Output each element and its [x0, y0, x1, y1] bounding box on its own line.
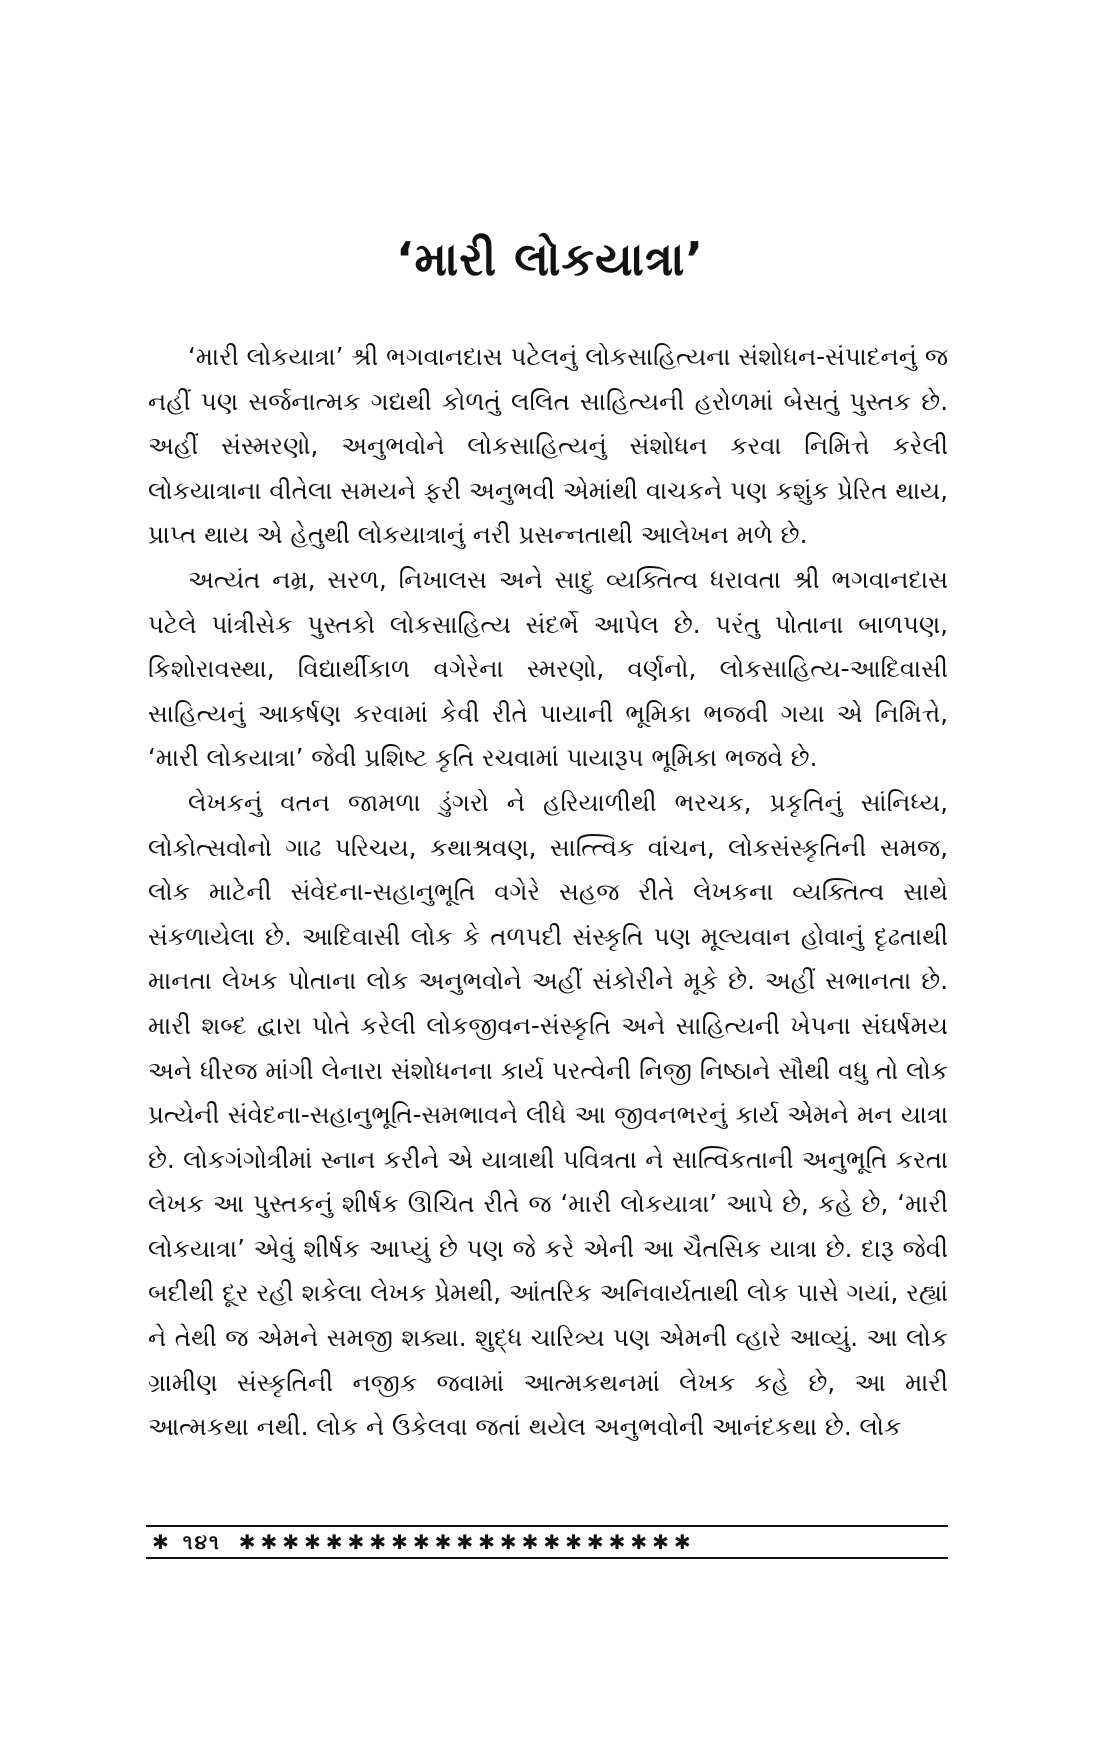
footer-star-border: ✱✱✱✱✱✱✱✱✱✱✱✱✱✱✱✱✱✱✱✱✱ — [238, 1530, 696, 1554]
page-number: ૧૪૧ — [182, 1530, 221, 1554]
chapter-body — [148, 335, 948, 1450]
page-footer — [146, 1525, 948, 1559]
paragraph-1: ‘મારી લોકયાત્રા’ શ્રી ભગવાનદાસ પટેલનું લોકસાહિત્યના સંશોધન-સંપાદનનું જ નહીં પણ સર્જનાત્મક ગદ્યથી કોળતું લલિત સાહિત્યની હરોળમાં બેસતું પુસ્તક છે. અહીં સંસ્મરણો, અનુભવોને લોકસાહિત્યનું સંશોધન કરવા નિમિત્તે કરેલી લોકયાત્રાના વીતેલા સમયને ફરી અનુભવી એમાંથી વાચકને પણ કશુંક પ્રેરિત થાય, પ્રાપ્ત થાય એ હેતુથી લોકયાત્રાનું નરી પ્રસન્નતાથી આલેખન મળે છે. — [148, 342, 948, 550]
paragraph-3: લેખકનું વતન જામળા ડુંગરો ને હરિયાળીથી ભરચક, પ્રકૃતિનું સાંનિધ્ય, લોકોત્સવોનો ગાઢ પરિચય, કથાશ્રવણ, સાત્ત્વિક વાંચન, લોકસંસ્કૃતિની સમજ, લોક માટેની સંવેદના-સહાનુભૂતિ વગેરે સહજ રીતે લેખકના વ્યક્તિત્વ સાથે સંકળાયેલા છે. આદિવાસી લોક કે તળપદી સંસ્કૃતિ પણ મૂલ્યવાન હોવાનું દૃઢતાથી માનતા લેખક પોતાના લોક અનુભવોને અહીં સંકોરીને મૂકે છે. અહીં સભાનતા છે. મારી શબ્દ દ્વારા પોતે કરેલી લોકજીવન-સંસ્કૃતિ અને સાહિત્યની ખેપના સંઘર્ષમય અને ધીરજ માંગી લેનારા સંશોધનના કાર્ય પરત્વેની નિજી નિષ્ઠાને સૌથી વધુ તો લોક પ્રત્યેની સંવેદના-સહાનુભૂતિ-સમભાવને લીધે આ જીવનભરનું કાર્ય એમને મન યાત્રા છે. લોકગંગોત્રીમાં સ્નાન કરીને એ યાત્રાથી પવિત્રતા ને સાત્વિકતાની અનુભૂતિ કરતા લેખક આ પુસ્તકનું શીર્ષક ઊચિત રીતે જ ‘મારી લોકયાત્રા’ આપે છે, કહે છે, ‘મારી લોકયાત્રા’ એવું શીર્ષક આપ્યું છે પણ જે કરે એની આ ચૈતસિક યાત્રા છે. દારૂ જેવી બદીથી દૂર રહી શકેલા લેખક પ્રેમથી, આંતરિક અનિવાર્યતાથી લોક પાસે ગયાં, રહ્યાં ને તેથી જ એમને સમજી શક્યા. શુદ્ધ ચારિત્ર્ય પણ એમની વ્હારે આવ્યું. આ લોક ગ્રામીણ સંસ્કૃતિની નજીક જવામાં આત્મકથનમાં લેખક કહે છે, આ મારી આત્મકથા નથી. લોક ને ઉકેલવા જતાં થયેલ અનુભવોની આનંદકથા છે. લોક — [148, 787, 948, 1442]
paragraph-2: અત્યંત નમ્ર, સરળ, નિખાલસ અને સાદુ વ્યક્તિત્વ ધરાવતા શ્રી ભગવાનદાસ પટેલે પાંત્રીસેક પુસ્તકો લોકસાહિત્ય સંદર્ભે આપેલ છે. પરંતુ પોતાના બાળપણ, કિશોરાવસ્થા, વિદ્યાર્થીકાળ વગેરેના સ્મરણો, વર્ણનો, લોકસાહિત્ય-આદિવાસી સાહિત્યનું આકર્ષણ કરવામાં કેવી રીતે પાયાની ભૂમિકા ભજવી ગયા એ નિમિત્તે, ‘મારી લોકયાત્રા’ જેવી પ્રશિષ્ટ કૃતિ રચવામાં પાયારૂપ ભૂમિકા ભજવે છે. — [148, 564, 948, 773]
footer-star-icon: ✱ — [152, 1530, 169, 1554]
chapter-title: ‘મારી લોકયાત્રા’ — [396, 232, 704, 286]
